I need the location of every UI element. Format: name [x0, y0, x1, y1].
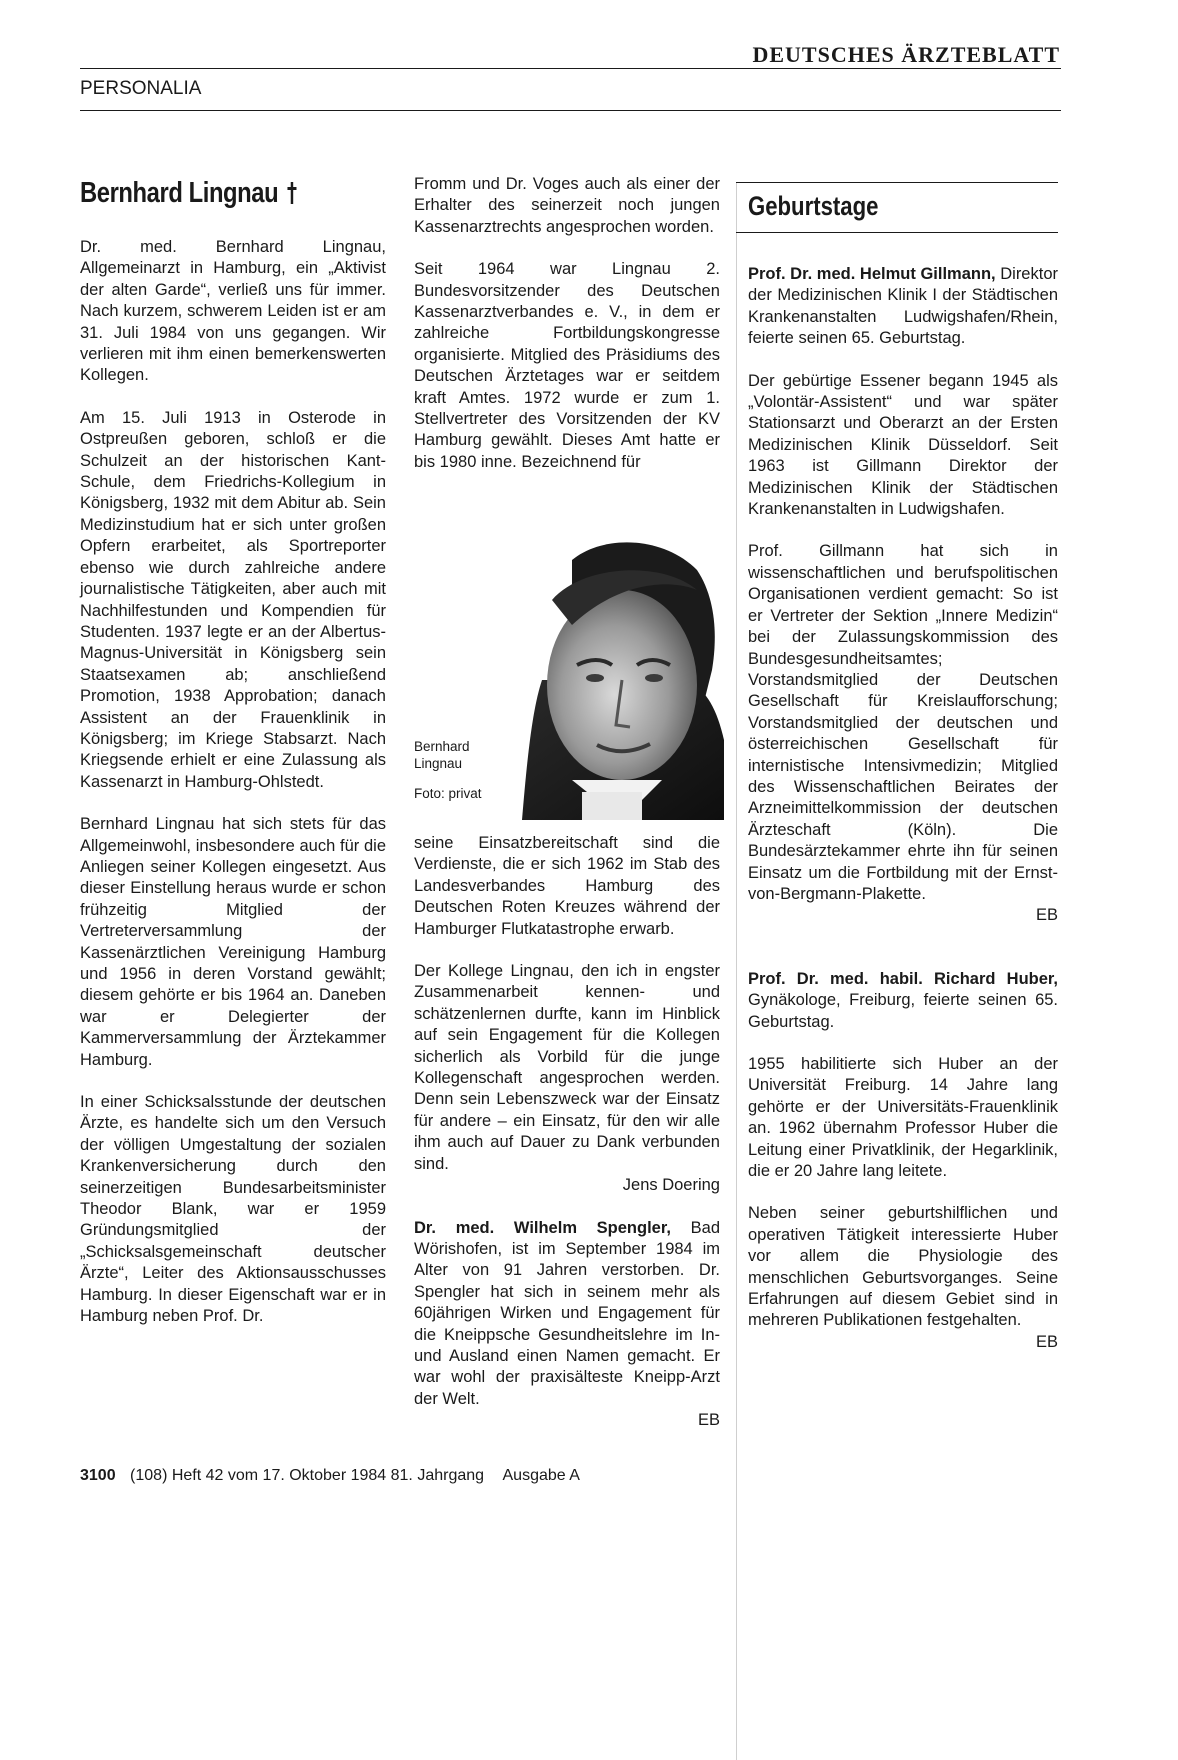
portrait-photo: [512, 530, 724, 820]
huber-intro: [748, 969, 1058, 1033]
spengler-text: Bad Wörishofen, ist im September 1984 im Alter von 91 Jahren verstorben. Dr. Spengler hat sich in seinem mehr als 60jährigen Wirken und Engagement für die Kneippsche Gesundheitslehre im In- und Ausland einen Namen gemacht. Er war wohl der praxisälteste Kneipp-Arzt der Welt.: [414, 1218, 720, 1408]
obituary-paragraph: Seit 1964 war Lingnau 2. Bundesvorsitzender des Deutschen Kassenarztverbandes e. V., in dem er zahlreiche Fortbildungskongresse organisierte. Mitglied des Präsidiums des Deutschen Ärztetages war er seitdem kraft Amtes. 1972 wurde er zum 1. Stellvertreter des Vorsitzenden der KV Hamburg gewählt. Dieses Amt hatte er bis 1980 inne. Bezeichnend für: [414, 260, 720, 471]
edition-label: Ausgabe A: [502, 1467, 580, 1484]
birthdays-top-rule: [736, 182, 1058, 183]
obituary-paragraph: Der Kollege Lingnau, den ich in engster Zusammenarbeit kennen- und schätzenlernen durfte, kann im Hinblick auf sein Engagement für die Kollegen sicherlich als Vorbild für die junge Kollegenschaft angesprochen werden. Denn sein Lebenszweck war der Einsatz für andere – ein Einsatz, für den wir alle ihm auch auf Dauer zu Dank verbunden sind.: [414, 962, 720, 1173]
column-2-top: [414, 174, 720, 473]
page-footer: [80, 1466, 580, 1486]
spengler-sign-line: [414, 1410, 720, 1431]
huber-sign-line: [748, 1332, 1058, 1353]
gillmann-paragraph: Prof. Gillmann hat sich in wissenschaftlichen und berufspolitischen Organisationen verdient gemacht: So ist er Vertreter der Sektion „Innere Medizin“ bei der Zulassungskommission des Bundesgesundheitsamtes; Vorstandsmitglied der Deutschen Gesellschaft für Kreislaufforschung; Vorstandsmitglied der deutschen und österreichischen Gesellschaft für internistische Intensivmedizin; Mitglied des Wissenschaftlichen Beirates der Arzneimittelkommission der deutschen Ärzteschaft (Köln). Die Bundesärztekammer ehrte ihn für seinen Einsatz um die Fortbildung mit der Ernst-von-Bergmann-Plakette.: [748, 542, 1058, 903]
birthdays-title-rule: [736, 232, 1058, 233]
column-3: [748, 264, 1058, 1353]
column-divider: [736, 182, 737, 1760]
spengler-name: Dr. med. Wilhelm Spengler,: [414, 1218, 671, 1237]
gillmann-paragraph: Der gebürtige Essener begann 1945 als „Volontär-Assistent“ und war später Stationsarzt und Oberarzt an der Ersten Medizinischen Klinik Düsseldorf. Seit 1963 ist Gillmann Direktor der Medizinischen Klinik der Städtischen Krankenanstalten in Ludwigshafen.: [748, 371, 1058, 519]
photo-caption: [414, 738, 506, 802]
spengler-notice: [414, 1218, 720, 1411]
cross-icon: [288, 182, 296, 204]
gillmann-intro: [748, 264, 1058, 350]
section-rule: [80, 110, 1061, 111]
birthdays-title: Geburtstage: [748, 191, 879, 221]
obituary-paragraph: In einer Schicksalsstunde der deutschen Ärzte, es handelte sich um den Versuch der völligen Umgestaltung der sozialen Krankenversicherung durch den seinerzeitigen Bundesarbeitsminister Theodor Blank, war er 1959 Gründungsmitglied der „Schicksalsgemeinschaft deutscher Ärzte“, Leiter des Aktionsausschusses Hamburg. In dieser Eigenschaft war er in Hamburg neben Prof. Dr.: [80, 1093, 386, 1326]
huber-sign: EB: [1035, 1332, 1058, 1351]
obituary-title-text: Bernhard Lingnau: [80, 177, 279, 209]
obituary-paragraph: Fromm und Dr. Voges auch als einer der Erhalter des seinerzeit noch jungen Kassenarztrechts angesprochen worden.: [414, 175, 720, 236]
author-signature: Jens Doering: [622, 1176, 720, 1195]
page-number: 3100: [80, 1467, 116, 1484]
section-label: PERSONALIA: [80, 78, 202, 99]
masthead-rule: [80, 68, 1061, 69]
huber-paragraph: 1955 habilitierte sich Huber an der Universität Freiburg. 14 Jahre lang gehörte er der Universitäts-Frauenklinik an. 1962 übernahm Professor Huber die Leitung einer Privatklinik, der Hegarklinik, die er 20 Jahre lang leitete.: [748, 1055, 1058, 1181]
obituary-paragraph: Bernhard Lingnau hat sich stets für das Allgemeinwohl, insbesondere auch für die Anliegen seiner Kollegen eingesetzt. Aus dieser Einstellung heraus wurde er schon frühzeitig Mitglied der Vertreterversammlung der Kassenärztlichen Vereinigung Hamburg und 1956 in deren Vorstand gewählt; diesem gehörte er bis 1964 an. Daneben war er Delegierter der Kammerversammlung der Ärztekammer Hamburg.: [80, 815, 386, 1069]
obituary-paragraph: Am 15. Juli 1913 in Osterode in Ostpreußen geboren, schloß er die Schulzeit an der historischen Kant-Schule, dem Friedrichs-Kollegium in Königsberg, 1932 mit dem Abitur ab. Sein Medizinstudium hat er sich unter großen Opfern erarbeitet, als Sportreporter ebenso wie durch zahlreiche andere journalistische Tätigkeiten, aber auch mit Nachhilfestunden und Kompendien für Studenten. 1937 legte er an der Albertus-Magnus-Universität in Königsberg sein Staatsexamen ab; anschließend Promotion, 1938 Approbation; danach Assistent an der Frauenklinik in Königsberg; im Kriege Stabsarzt. Nach Kriegsende erhielt er eine Zulassung als Kassenarzt in Hamburg-Ohlstedt.: [80, 408, 386, 791]
huber-paragraph: Neben seiner geburtshilflichen und operativen Tätigkeit interessierte Huber vor allem die Physiologie des menschlichen Geburtsvorganges. Seine Erfahrungen auf diesem Gebiet sind in mehreren Publikationen festgehalten.: [748, 1204, 1058, 1330]
issue-info: (108) Heft 42 vom 17. Oktober 1984 81. Jahrgang: [130, 1467, 485, 1484]
photo-credit: Foto: privat: [414, 786, 482, 801]
portrait-image: [512, 530, 724, 820]
column-1: [80, 237, 386, 1328]
journal-masthead: DEUTSCHES ÄRZTEBLATT: [752, 42, 1060, 67]
gillmann-name: Prof. Dr. med. Helmut Gillmann,: [748, 265, 996, 283]
huber-intro-text: Gynäkologe, Freiburg, feierte seinen 65. Geburtstag.: [748, 991, 1058, 1031]
gillmann-sign: EB: [1035, 906, 1058, 925]
column-2-bottom: [414, 833, 720, 1432]
spengler-sign: EB: [697, 1411, 720, 1430]
huber-name: Prof. Dr. med. habil. Richard Huber,: [748, 969, 1058, 988]
photo-caption-name: Bernhard Lingnau: [414, 739, 470, 771]
gillmann-intro-text: Direktor der Medizinischen Klinik I der Städtischen Krankenanstalten Ludwigshafen/Rhein, feierte seinen 65. Geburtstag.: [748, 265, 1058, 348]
obituary-paragraph: seine Einsatzbereitschaft sind die Verdienste, die er sich 1962 im Stab des Landesverbandes Hamburg des Deutschen Roten Kreuzes während der Hamburger Flutkatastrophe erwarb.: [414, 834, 720, 938]
obituary-paragraph: Dr. med. Bernhard Lingnau, Allgemeinarzt in Hamburg, ein „Aktivist der alten Garde“, verließ uns für immer. Nach kurzem, schwerem Leiden ist er am 31. Juli 1984 von uns gegangen. Wir verlieren mit ihm einen bemerkenswerten Kollegen.: [80, 238, 386, 385]
obituary-title: [80, 175, 296, 211]
gillmann-sign-line: [748, 905, 1058, 926]
signature-line: [414, 1175, 720, 1196]
